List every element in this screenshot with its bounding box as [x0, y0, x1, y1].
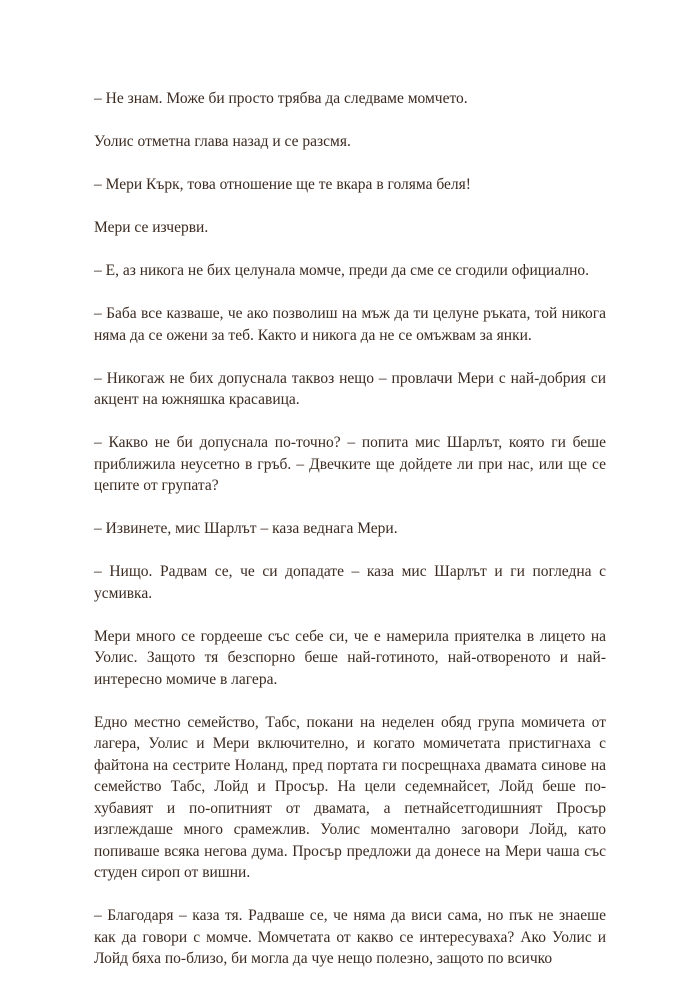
paragraph: – Никогаж не бих допуснала таквоз нещо – провлачи Мери с най-добрия си акцент на южняшка красавица.	[94, 369, 606, 408]
paragraph: – Баба все казваше, че ако позволиш на мъж да ти целуне ръката, той никога няма да се ожени за теб. Както и никога да не се омъжвам за янки.	[94, 305, 606, 344]
paragraph: – Извинете, мис Шарлът – каза веднага Мери.	[94, 520, 398, 537]
paragraph: – Нищо. Радвам се, че си допадате – каза мис Шарлът и ги погледна с усмивка.	[94, 563, 606, 602]
paragraph: – Е, аз никога не бих целунала момче, преди да сме се сгодили официално.	[94, 262, 590, 279]
paragraph: – Не знам. Може би просто трябва да следваме момчето.	[94, 90, 468, 107]
paragraph: Уолис отметна глава назад и се разсмя.	[94, 133, 351, 150]
body-text	[94, 88, 606, 991]
paragraph: – Какво не би допуснала по-точно? – попита мис Шарлът, която ги беше приближила неусетно в гръб. – Двечките ще дойдете ли при нас, или ще се цепите от групата?	[94, 434, 606, 494]
paragraph: – Благодаря – каза тя. Радваше се, че няма да виси сама, но пък не знаеше как да говори с момче. Момчетата от какво се интересуваха? Ако Уолис и Лойд бяха по-близо, би могла да чуе нещо полезно, защото по всичко	[94, 907, 606, 967]
paragraph: Мери много се гордееше със себе си, че е намерила приятелка в лицето на Уолис. Защото тя безспорно беше най-готиното, най-отвореното и най-интересно момиче в лагера.	[94, 627, 606, 688]
paragraph: Едно местно семейство, Табс, покани на неделен обяд група момичета от лагера, Уолис и Мери включително, и когато момичетата пристигнаха с файтона на сестрите Ноланд, пред портата ги посрещнаха двамата синове на семейство Табс, Лойд и Просър. На цели седемнайсет, Лойд беше по-хубавият и по-опитният от двамата, а петнайсетгодишният Просър изглеждаше много срамежлив. Уолис моментално заговори Лойд, като попиваше всяка негова дума. Просър предложи да донесе на Мери чаша със студен сироп от вишни.	[94, 713, 606, 881]
paragraph: Мери се изчерви.	[94, 219, 209, 236]
paragraph: – Мери Кърк, това отношение ще те вкара в голяма беля!	[94, 176, 471, 193]
